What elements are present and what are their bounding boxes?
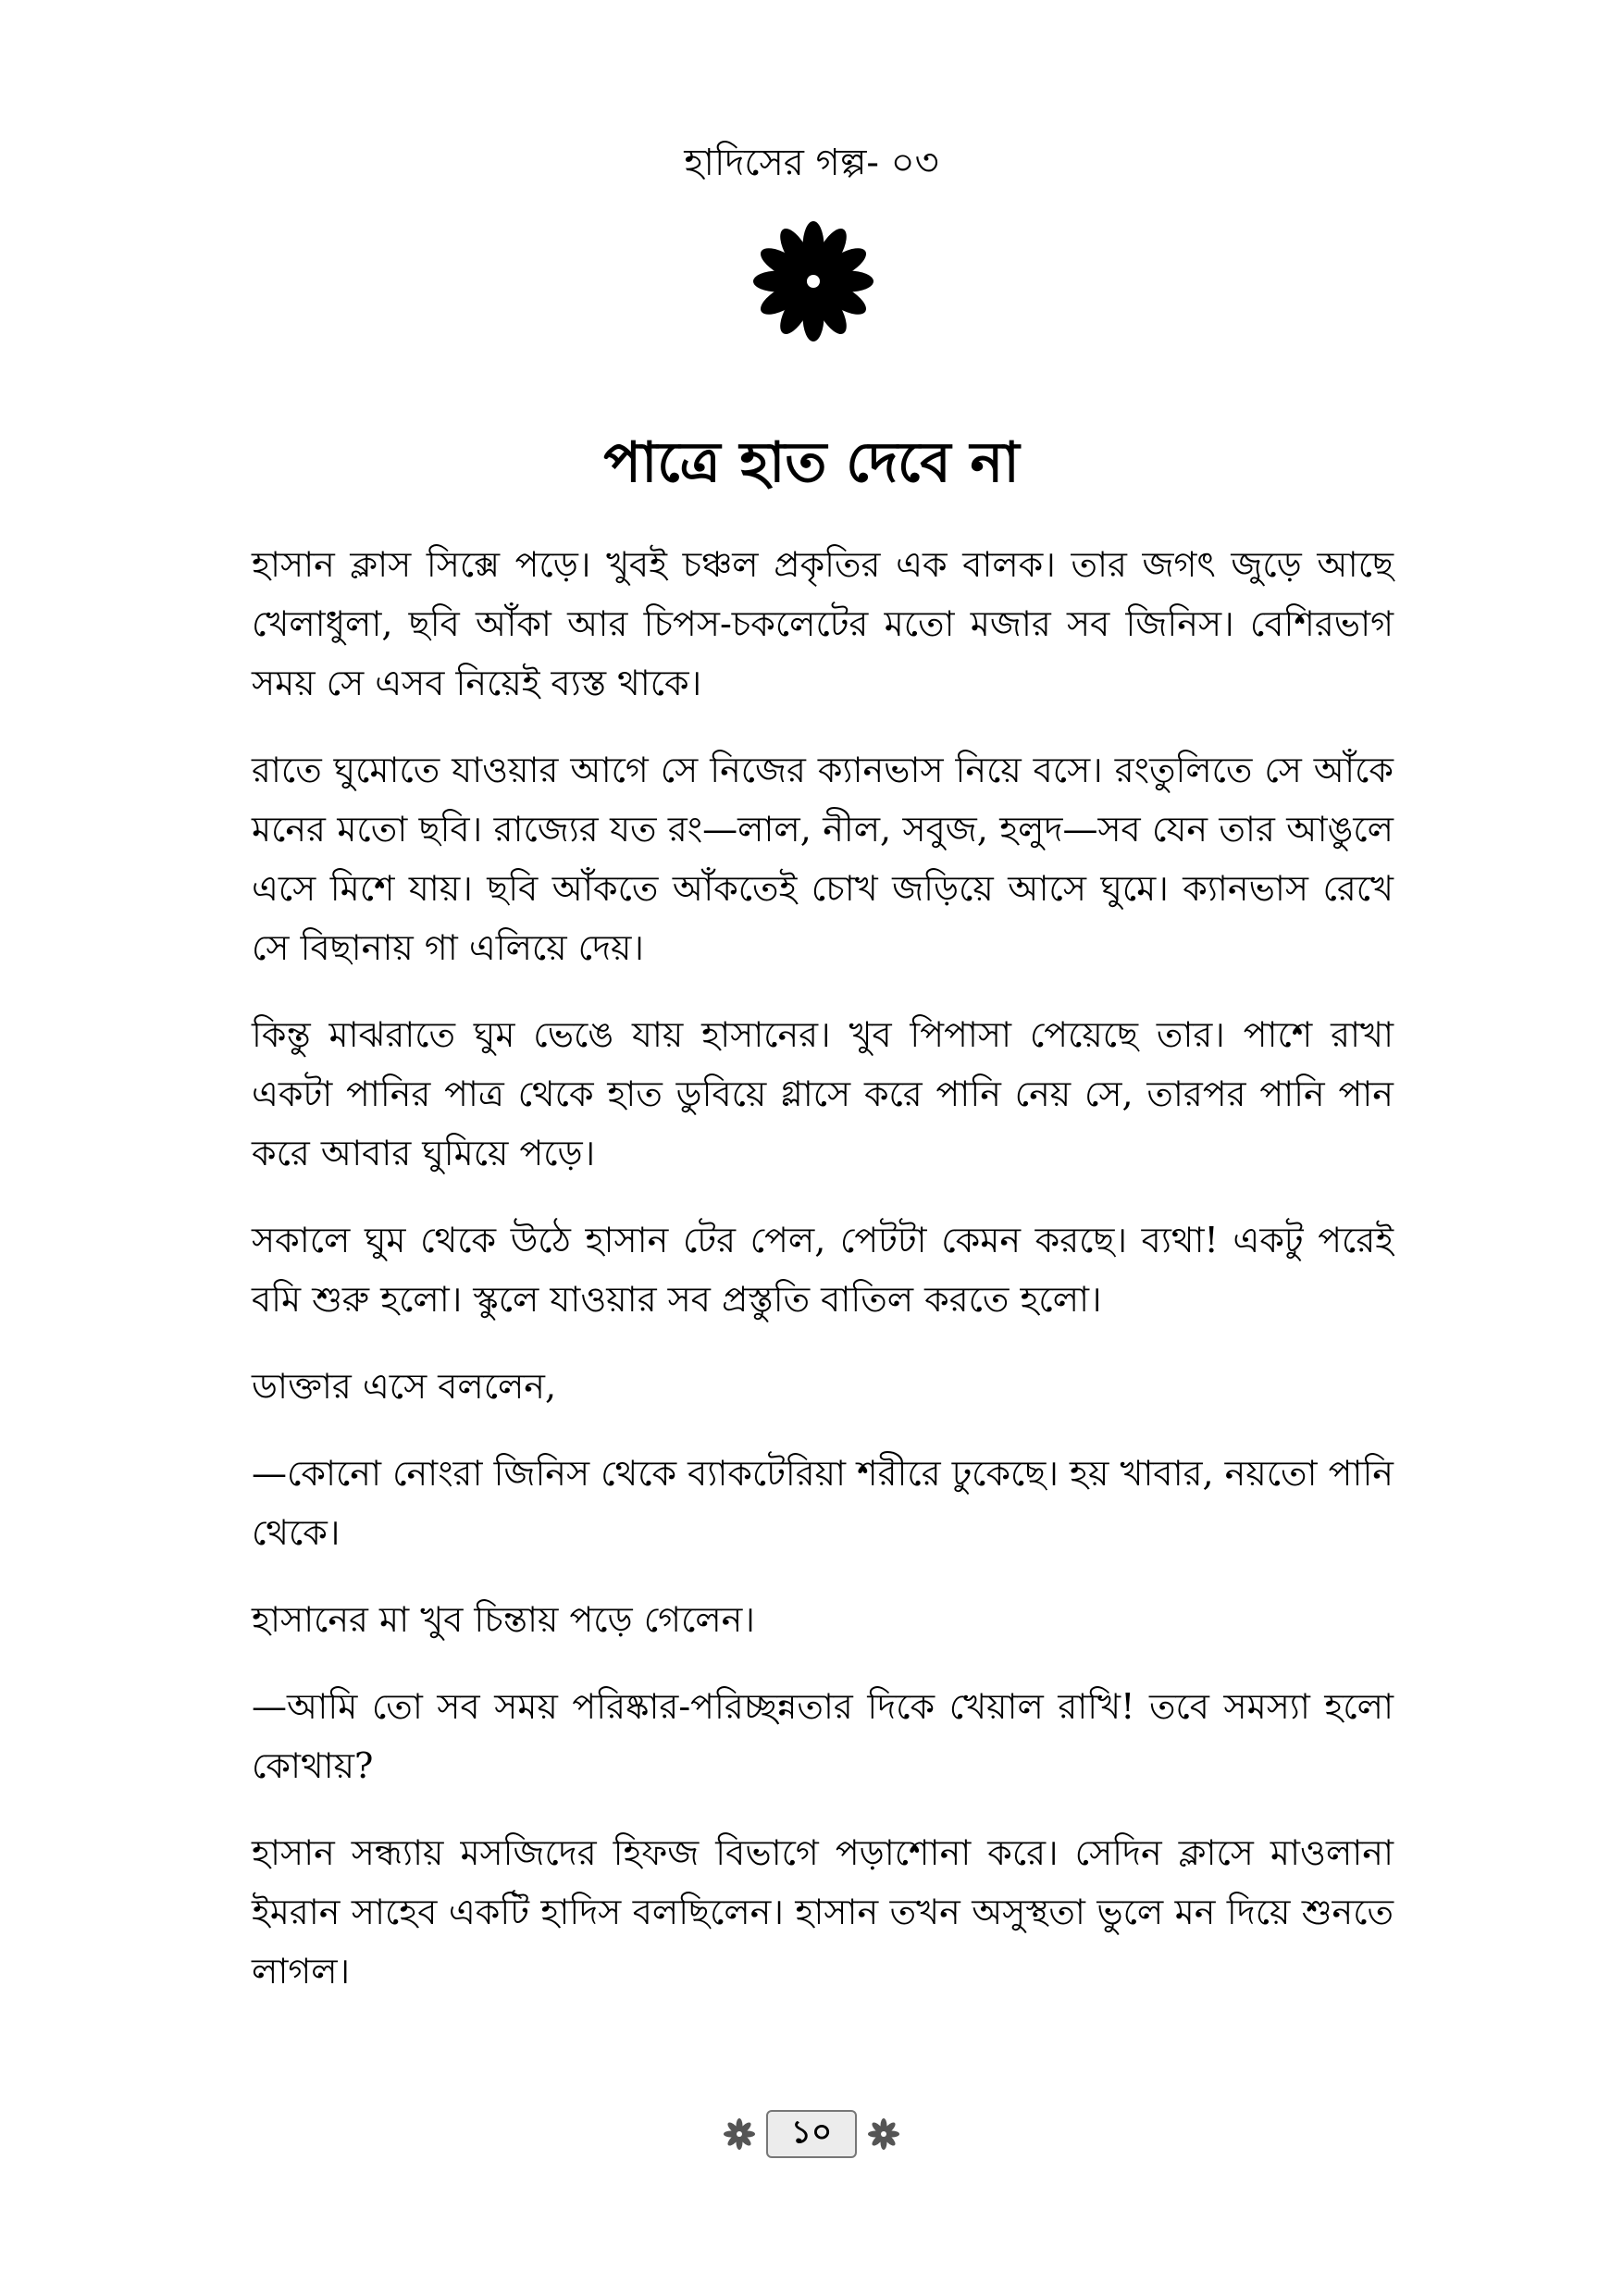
paragraph: হাসান সন্ধ্যায় মসজিদের হিফজ বিভাগে পড়াশোনা করে। সেদিন ক্লাসে মাওলানা ইমরান সাহেব একটি হাদিস বলছিলেন। হাসান তখন অসুস্থতা ভুলে মন দিয়ে শুনতে লাগল। bbox=[252, 1832, 1394, 1992]
flower-ornament-icon bbox=[752, 220, 874, 342]
page-number: ১০ bbox=[766, 2110, 857, 2158]
left-ornament-icon bbox=[722, 2116, 757, 2152]
page-footer bbox=[0, 2110, 1623, 2158]
paragraph: হাসানের মা খুব চিন্তায় পড়ে গেলেন। bbox=[252, 1599, 755, 1640]
paragraph: ডাক্তার এসে বললেন, bbox=[252, 1366, 557, 1407]
paragraph: হাসান ক্লাস সিক্সে পড়ে। খুবই চঞ্চল প্রকৃতির এক বালক। তার জগৎ জুড়ে আছে খেলাধুলা, ছবি আঁকা আর চিপস-চকলেটের মতো মজার সব জিনিস। বেশিরভাগ সময় সে এসব নিয়েই ব্যস্ত থাকে। bbox=[252, 544, 1394, 703]
chapter-title: পাত্রে হাত দেবে না bbox=[603, 430, 1020, 495]
paragraph: সকালে ঘুম থেকে উঠে হাসান টের পেল, পেটটা কেমন করছে। ব্যথা! একটু পরেই বমি শুরু হলো। স্কুলে যাওয়ার সব প্রস্তুতি বাতিল করতে হলো। bbox=[252, 1220, 1394, 1320]
running-header: হাদিসের গল্প- ০৩ bbox=[684, 142, 939, 184]
paragraph: রাতে ঘুমোতে যাওয়ার আগে সে নিজের ক্যানভাস নিয়ে বসে। রংতুলিতে সে আঁকে মনের মতো ছবি। রাজ্যের যত রং—লাল, নীল, সবুজ, হলুদ—সব যেন তার আঙুলে এসে মিশে যায়। ছবি আঁকতে আঁকতেই চোখ জড়িয়ে আসে ঘুমে। ক্যানভাস রেখে সে বিছানায় গা এলিয়ে দেয়। bbox=[252, 750, 1394, 968]
paragraph: কিন্তু মাঝরাতে ঘুম ভেঙে যায় হাসানের। খুব পিপাসা পেয়েছে তার। পাশে রাখা একটা পানির পাত্র থেকে হাত ডুবিয়ে গ্লাসে করে পানি নেয় সে, তারপর পানি পান করে আবার ঘুমিয়ে পড়ে। bbox=[252, 1014, 1394, 1173]
paragraph: —কোনো নোংরা জিনিস থেকে ব্যাকটেরিয়া শরীরে ঢুকেছে। হয় খাবার, নয়তো পানি থেকে। bbox=[252, 1453, 1394, 1553]
paragraph: —আমি তো সব সময় পরিষ্কার-পরিচ্ছন্নতার দিকে খেয়াল রাখি! তবে সমস্যা হলো কোথায়? bbox=[252, 1686, 1394, 1786]
right-ornament-icon bbox=[866, 2116, 901, 2152]
story-body bbox=[252, 535, 1394, 2029]
